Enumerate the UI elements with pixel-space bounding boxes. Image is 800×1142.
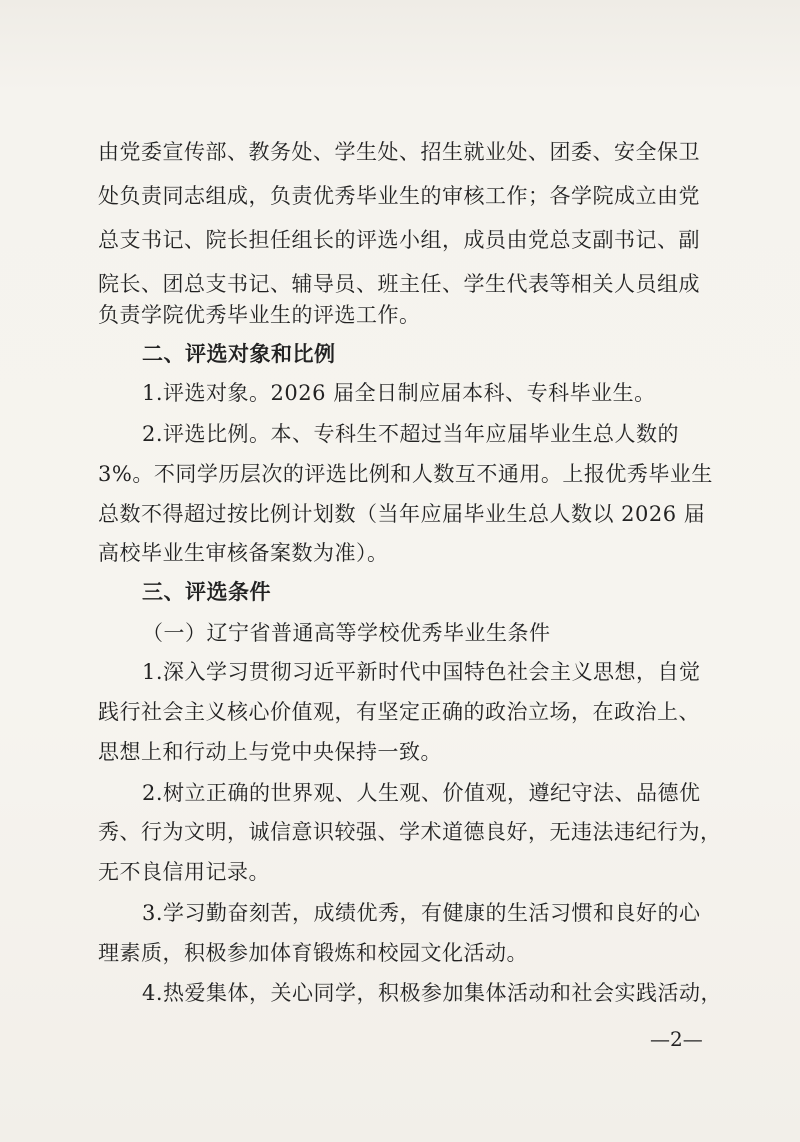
body-line: 总数不得超过按比例计划数（当年应届毕业生总人数以 2026 届 xyxy=(98,502,706,526)
body-line: 践行社会主义核心价值观，有坚定正确的政治立场，在政治上、 xyxy=(98,700,700,724)
body-line: 1.评选对象。2026 届全日制应届本科、专科毕业生。 xyxy=(142,381,656,405)
page-number: —2— xyxy=(650,1027,703,1051)
body-line: 3%。不同学历层次的评选比例和人数互不通用。上报优秀毕业生 xyxy=(98,462,713,486)
body-line: 院长、团总支书记、辅导员、班主任、学生代表等相关人员组成 xyxy=(98,272,700,296)
body-line: 1.深入学习贯彻习近平新时代中国特色社会主义思想，自觉 xyxy=(142,660,701,684)
body-line: 总支书记、院长担任组长的评选小组，成员由党总支副书记、副 xyxy=(98,228,700,252)
body-line: 秀、行为文明，诚信意识较强、学术道德良好，无违法违纪行为， xyxy=(98,820,722,844)
body-line: 3.学习勤奋刻苦，成绩优秀，有健康的生活习惯和良好的心 xyxy=(142,901,701,925)
section-heading: 二、评选对象和比例 xyxy=(142,342,336,366)
body-line: 思想上和行动上与党中央保持一致。 xyxy=(98,740,442,764)
body-line: 无不良信用记录。 xyxy=(98,860,270,884)
body-line: 处负责同志组成，负责优秀毕业生的审核工作；各学院成立由党 xyxy=(98,184,700,208)
body-line: 高校毕业生审核备案数为准）。 xyxy=(98,541,389,565)
body-line: 2.评选比例。本、专科生不超过当年应届毕业生总人数的 xyxy=(142,422,680,446)
section-heading: 三、评选条件 xyxy=(142,580,271,604)
body-line: 4.热爱集体，关心同学，积极参加集体活动和社会实践活动， xyxy=(142,981,723,1005)
body-line: 理素质，积极参加体育锻炼和校园文化活动。 xyxy=(98,941,528,965)
subsection-heading: （一）辽宁省普通高等学校优秀毕业生条件 xyxy=(142,621,551,645)
body-line: 2.树立正确的世界观、人生观、价值观，遵纪守法、品德优 xyxy=(142,781,701,805)
body-line: 负责学院优秀毕业生的评选工作。 xyxy=(98,303,421,327)
body-line: 由党委宣传部、教务处、学生处、招生就业处、团委、安全保卫 xyxy=(98,140,700,164)
